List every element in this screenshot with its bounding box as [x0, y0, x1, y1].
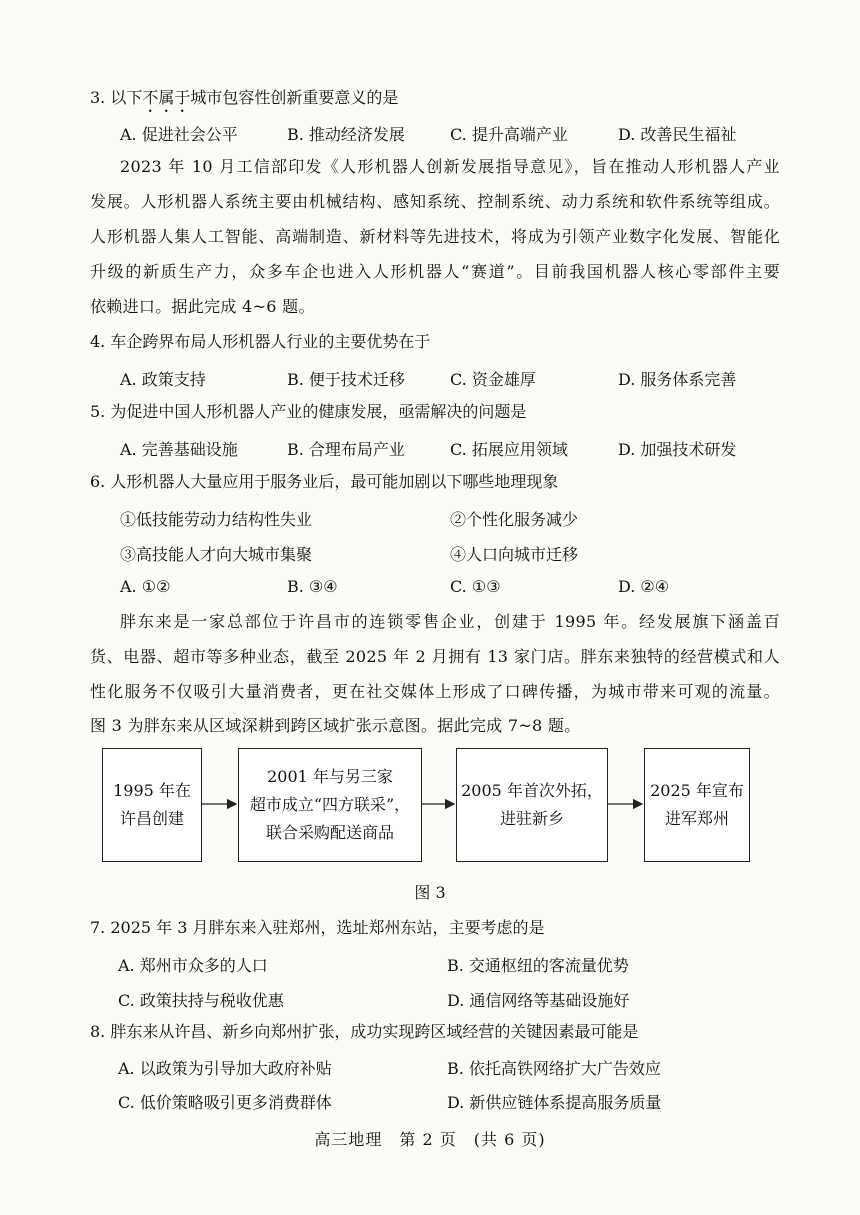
passage-1-line: 2023 年 10 月工信部印发《人形机器人创新发展指导意见》，旨在推动人形机器人产业 [120, 157, 780, 176]
option-c: C. 政策扶持与税收优惠 [118, 991, 284, 1010]
option-c: C. 拓展应用领域 [450, 440, 568, 459]
flow-box-text: 2005 年首次外拓， 进驻新乡 [461, 781, 603, 828]
question-8-options [0, 1090, 860, 1110]
passage-1-line: 升级的新质生产力，众多车企也进入人形机器人“赛道”。目前我国机器人核心零部件主要 [90, 262, 780, 281]
flow-box-2001 [238, 748, 422, 862]
question-3-stem [90, 88, 398, 116]
option-c: C. 低价策略吸引更多消费群体 [118, 1093, 332, 1112]
option-b: B. 便于技术迁移 [287, 370, 405, 389]
option-a: A. 完善基础设施 [120, 440, 238, 459]
passage-2-line: 货、电器、超市等多种业态，截至 2025 年 2 月拥有 13 家门店。胖东来独特的经营模式和人 [90, 647, 780, 666]
option-d: D. 通信网络等基础设施好 [447, 991, 630, 1010]
option-d: D. 服务体系完善 [618, 370, 737, 389]
passage-2-line: 性化服务不仅吸引大量消费者，更在社交媒体上形成了口碑传播，为城市带来可观的流量。 [90, 682, 780, 701]
passage-1-line: 依赖进口。据此完成 4~6 题。 [90, 297, 315, 316]
option-d: D. ②④ [618, 577, 670, 596]
page-footer: 高三地理 第 2 页 (共 6 页) [314, 1130, 546, 1149]
question-4-options [0, 367, 860, 387]
statement-1: ①低技能劳动力结构性失业 [120, 510, 313, 529]
option-a: A. 以政策为引导加大政府补贴 [118, 1059, 332, 1078]
question-6-stem: 6. 人形机器人大量应用于服务业后，最可能加剧以下哪些地理现象 [90, 472, 559, 491]
flow-box-2005 [456, 748, 608, 862]
question-5-stem: 5. 为促进中国人形机器人产业的健康发展，亟需解决的问题是 [90, 402, 527, 421]
question-7-options [0, 988, 860, 1008]
option-c: C. ①③ [450, 577, 501, 596]
flow-box-2025 [644, 748, 750, 862]
option-b: B. ③④ [287, 577, 338, 596]
question-3-options [0, 122, 860, 142]
question-6-items [0, 542, 860, 562]
question-6-options [0, 577, 860, 597]
option-b: B. 交通枢纽的客流量优势 [447, 956, 629, 975]
stem-text: 城市包容性创新重要意义的是 [190, 88, 399, 107]
question-7-options [0, 953, 860, 973]
option-d: D. 加强技术研发 [618, 440, 737, 459]
question-4-stem: 4. 车企跨界布局人形机器人行业的主要优势在于 [90, 332, 431, 351]
question-6-items [0, 507, 860, 527]
passage-2-line: 胖东来是一家总部位于许昌市的连锁零售企业，创建于 1995 年。经发展旗下涵盖百 [120, 612, 780, 631]
option-b: B. 推动经济发展 [287, 125, 405, 144]
flow-box-text: 2025 年宣布 进军郑州 [650, 781, 744, 828]
option-c: C. 资金雄厚 [450, 370, 536, 389]
statement-4: ④人口向城市迁移 [450, 545, 579, 564]
option-b: B. 合理布局产业 [287, 440, 405, 459]
emphasis-text: 不属于 [142, 88, 191, 107]
option-a: A. ①② [120, 577, 171, 596]
question-8-stem: 8. 胖东来从许昌、新乡向郑州扩张，成功实现跨区域经营的关键因素最可能是 [90, 1022, 639, 1041]
passage-2-line: 图 3 为胖东来从区域深耕到跨区域扩张示意图。据此完成 7~8 题。 [90, 716, 581, 735]
statement-3: ③高技能人才向大城市集聚 [120, 545, 313, 564]
question-7-stem: 7. 2025 年 3 月胖东来入驻郑州，选址郑州东站，主要考虑的是 [90, 918, 545, 937]
figure-caption: 图 3 [414, 883, 446, 902]
passage-1-line: 发展。人形机器人系统主要由机械结构、感知系统、控制系统、动力系统和软件系统等组成。 [90, 192, 780, 211]
flow-box-text: 2001 年与另三家 超市成立“四方联采”， 联合采购配送商品 [249, 767, 411, 842]
statement-2: ②个性化服务减少 [450, 510, 579, 529]
option-b: B. 依托高铁网络扩大广告效应 [447, 1059, 661, 1078]
question-number: 3. [90, 88, 111, 107]
stem-text: 以下 [110, 88, 143, 107]
question-8-options [0, 1056, 860, 1076]
option-a: A. 政策支持 [120, 370, 206, 389]
flow-box-1995 [102, 748, 202, 862]
option-d: D. 新供应链体系提高服务质量 [447, 1093, 662, 1112]
question-5-options [0, 437, 860, 457]
flow-box-text: 1995 年在 许昌创建 [113, 781, 191, 828]
option-a: A. 郑州市众多的人口 [118, 956, 268, 975]
passage-1-line: 人形机器人集人工智能、高端制造、新材料等先进技术，将成为引领产业数字化发展、智能化 [90, 227, 780, 246]
option-a: A. 促进社会公平 [120, 125, 238, 144]
option-c: C. 提升高端产业 [450, 125, 568, 144]
option-d: D. 改善民生福祉 [618, 125, 737, 144]
